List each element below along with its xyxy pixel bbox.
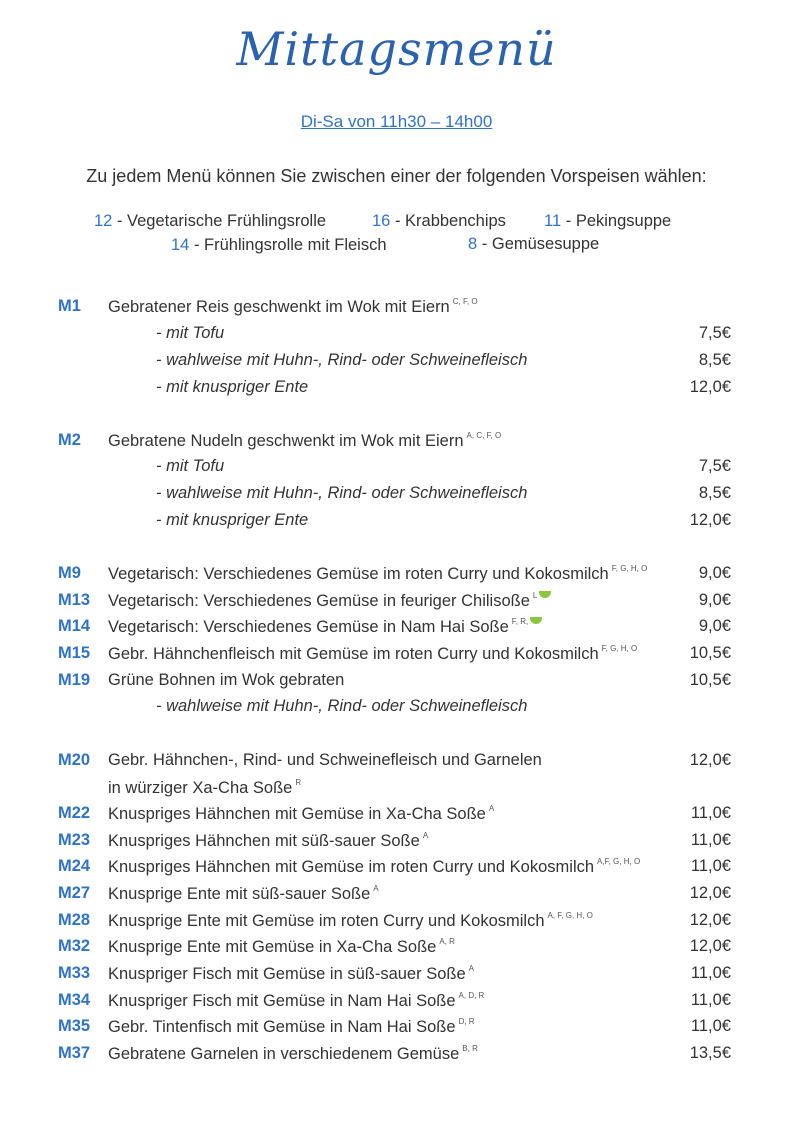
menu-item-m34 [0, 991, 793, 1018]
starter-label: - Frühlingsrolle mit Fleisch [193, 236, 387, 254]
menu-item-m2 [0, 431, 793, 458]
menu-name: Vegetarisch: Verschiedenes Gemüse in feuriger Chilisoße [108, 592, 530, 610]
menu-name-continued: in würziger Xa-Cha Soße [108, 779, 293, 797]
menu-description [108, 617, 542, 637]
menu-name: Knusprige Ente mit süß-sauer Soße [108, 885, 371, 903]
allergen-codes: F, R, [511, 617, 529, 626]
option-label: - mit knuspriger Ente [156, 511, 309, 529]
menu-item-m35 [0, 1017, 793, 1044]
option-label: - mit knuspriger Ente [156, 378, 309, 396]
option-label: - wahlweise mit Huhn-, Rind- oder Schweinefleisch [156, 484, 528, 502]
menu-item-m24 [0, 857, 793, 884]
allergen-codes: A, F, G, H, O [547, 911, 593, 920]
menu-item-m33 [0, 964, 793, 991]
price: 12,0€ [689, 911, 731, 929]
menu-name: Knuspriger Fisch mit Gemüse in Nam Hai Soße [108, 992, 456, 1010]
option-label: - wahlweise mit Huhn-, Rind- oder Schweinefleisch [156, 351, 528, 369]
menu-item-m22 [0, 804, 793, 831]
starter-item [94, 212, 326, 231]
starter-number: 11 [544, 212, 562, 230]
price: 7,5€ [698, 457, 731, 475]
allergen-codes: A, D, R [458, 991, 485, 1000]
allergen-codes: A, R [439, 937, 455, 946]
price: 11,0€ [690, 1017, 731, 1035]
menu-name: Gebratene Garnelen in verschiedenem Gemüse [108, 1045, 460, 1063]
vegetarian-leaf-icon [539, 591, 551, 598]
menu-name: Gebratene Nudeln geschwenkt im Wok mit Eiern [108, 432, 464, 450]
menu-option [0, 457, 793, 484]
starter-label: - Gemüsesuppe [481, 235, 600, 253]
menu-description [108, 564, 647, 584]
menu-description [108, 911, 593, 931]
starter-item [372, 212, 506, 231]
menu-name: Gebr. Hähnchen-, Rind- und Schweinefleisch und Garnelen [108, 751, 542, 769]
menu-code: M14 [58, 617, 91, 635]
menu-description [108, 591, 551, 611]
starter-item [468, 235, 599, 254]
menu-name: Gebr. Tintenfisch mit Gemüse in Nam Hai Soße [108, 1018, 456, 1036]
menu-description [108, 778, 301, 798]
menu-item-m23 [0, 831, 793, 858]
menu-code: M37 [58, 1044, 91, 1062]
menu-code: M13 [58, 591, 91, 609]
menu-name: Knuspriger Fisch mit Gemüse in süß-sauer Soße [108, 965, 466, 983]
price: 9,0€ [698, 564, 731, 582]
starter-number: 12 [94, 212, 113, 230]
menu-name: Knuspriges Hähnchen mit Gemüse im roten Curry und Kokosmilch [108, 858, 595, 876]
menu-description [108, 297, 478, 317]
price: 8,5€ [698, 484, 731, 502]
menu-code: M34 [58, 991, 91, 1009]
starter-number: 8 [468, 235, 478, 253]
menu-description [108, 937, 455, 957]
menu-code: M2 [58, 431, 81, 449]
menu-name: Grüne Bohnen im Wok gebraten [108, 671, 345, 689]
menu-item-m15 [0, 644, 793, 671]
menu-name: Vegetarisch: Verschiedenes Gemüse im roten Curry und Kokosmilch [108, 565, 609, 583]
menu-item-m27 [0, 884, 793, 911]
menu-code: M1 [58, 297, 81, 315]
menu-item-m13 [0, 591, 793, 618]
menu-code: M33 [58, 964, 91, 982]
price: 12,0€ [689, 511, 731, 529]
menu-description [108, 1017, 475, 1037]
price: 11,0€ [690, 857, 731, 875]
price: 10,5€ [689, 644, 731, 662]
menu-description [108, 1044, 478, 1064]
allergen-codes: A [373, 884, 379, 893]
allergen-codes: B, R [462, 1044, 478, 1053]
menu-item-m37 [0, 1044, 793, 1071]
menu-item-m20 [0, 751, 793, 778]
starter-label: - Vegetarische Frühlingsrolle [116, 212, 327, 230]
menu-name: Knusprige Ente mit Gemüse im roten Curry und Kokosmilch [108, 912, 545, 930]
menu-code: M32 [58, 937, 91, 955]
starter-number: 14 [171, 236, 190, 254]
allergen-codes: A,F, G, H, O [597, 857, 641, 866]
menu-description [108, 964, 474, 984]
starter-label: - Pekingsuppe [565, 212, 672, 230]
menu-item-m14 [0, 617, 793, 644]
vegetarian-leaf-icon [530, 617, 542, 624]
price: 12,0€ [689, 378, 731, 396]
menu-code: M15 [58, 644, 91, 662]
price: 11,0€ [690, 964, 731, 982]
option-label: - mit Tofu [156, 324, 225, 342]
menu-code: M28 [58, 911, 91, 929]
allergen-codes: C, F, O [452, 297, 478, 306]
menu-item-m32 [0, 937, 793, 964]
price: 12,0€ [689, 751, 731, 769]
allergen-codes: F, G, H, O [611, 564, 648, 573]
allergen-codes: A, C, F, O [466, 431, 502, 440]
price: 7,5€ [698, 324, 731, 342]
menu-code: M9 [58, 564, 81, 582]
option-label: - mit Tofu [156, 457, 225, 475]
allergen-codes: D, R [458, 1017, 475, 1026]
price: 13,5€ [689, 1044, 731, 1062]
opening-hours-link[interactable]: Di-Sa von 11h30 – 14h00 [300, 112, 493, 131]
menu-item-m28 [0, 911, 793, 938]
menu-code: M27 [58, 884, 91, 902]
menu-code: M35 [58, 1017, 91, 1035]
menu-code: M23 [58, 831, 91, 849]
menu-item-m9 [0, 564, 793, 591]
price: 12,0€ [689, 884, 731, 902]
menu-item-m1 [0, 297, 793, 324]
allergen-codes: L [532, 591, 538, 600]
menu-item-m20-line2 [0, 778, 793, 805]
menu-name: Gebr. Hähnchenfleisch mit Gemüse im roten Curry und Kokosmilch [108, 645, 599, 663]
page-title: Mittagsmenü [236, 22, 557, 76]
allergen-codes: R [295, 778, 302, 787]
starter-label: - Krabbenchips [394, 212, 506, 230]
starter-intro: Zu jedem Menü können Sie zwischen einer der folgenden Vorspeisen wählen: [86, 166, 707, 186]
starter-item [171, 236, 387, 255]
menu-option [0, 511, 793, 538]
menu-code: M20 [58, 751, 91, 769]
menu-description [108, 804, 494, 824]
menu-name: Knuspriges Hähnchen mit süß-sauer Soße [108, 832, 420, 850]
menu-description [108, 884, 379, 904]
menu-description [108, 857, 640, 877]
menu-name: Knuspriges Hähnchen mit Gemüse in Xa-Cha Soße [108, 805, 486, 823]
price: 9,0€ [698, 591, 731, 609]
allergen-codes: A [468, 964, 474, 973]
price: 11,0€ [690, 804, 731, 822]
menu-code: M24 [58, 857, 91, 875]
allergen-codes: A [488, 804, 495, 813]
price: 11,0€ [690, 991, 731, 1009]
starter-number: 16 [372, 212, 391, 230]
price: 9,0€ [698, 617, 731, 635]
starter-item [544, 212, 671, 231]
menu-name: Gebratener Reis geschwenkt im Wok mit Eiern [108, 298, 450, 316]
menu-name: Knusprige Ente mit Gemüse in Xa-Cha Soße [108, 938, 437, 956]
menu-code: M22 [58, 804, 91, 822]
menu-description [108, 644, 637, 664]
option-label: - wahlweise mit Huhn-, Rind- oder Schweinefleisch [156, 697, 528, 715]
menu-description [108, 991, 484, 1011]
price: 10,5€ [689, 671, 731, 689]
menu-name: Vegetarisch: Verschiedenes Gemüse in Nam Hai Soße [108, 618, 509, 636]
allergen-codes: F, G, H, O [601, 644, 638, 653]
price: 8,5€ [698, 351, 731, 369]
price: 11,0€ [690, 831, 731, 849]
menu-option [0, 378, 793, 405]
menu-description [108, 831, 428, 851]
menu-option [0, 484, 793, 511]
menu-item-m19 [0, 671, 793, 698]
price: 12,0€ [689, 937, 731, 955]
menu-option [0, 324, 793, 351]
menu-description [108, 431, 501, 451]
menu-option [0, 351, 793, 378]
menu-option [0, 697, 793, 724]
menu-code: M19 [58, 671, 91, 689]
allergen-codes: A [422, 831, 429, 840]
